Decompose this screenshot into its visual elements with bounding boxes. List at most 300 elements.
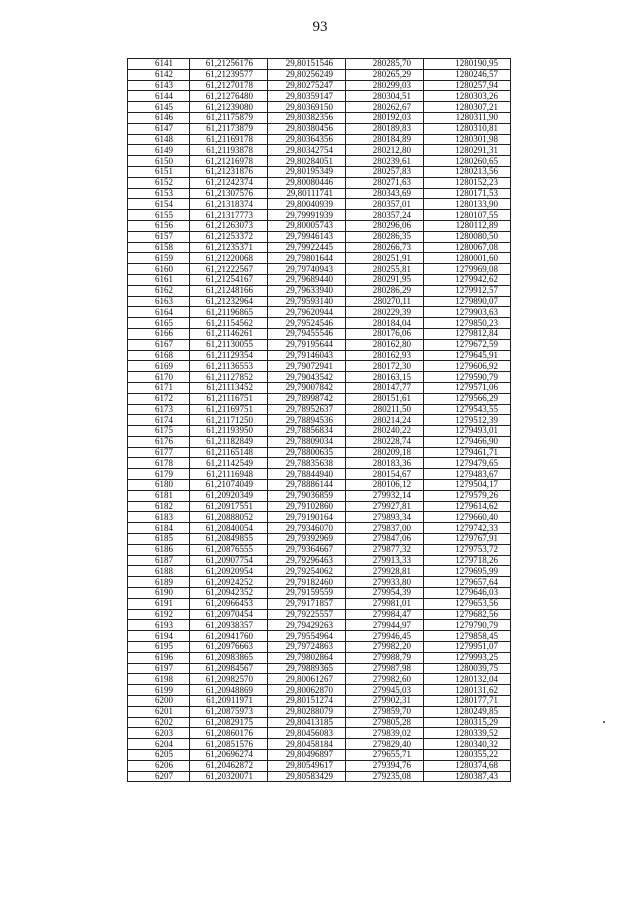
y-coordinate-cell: 1279718,26 — [424, 555, 511, 566]
latitude-cell: 61,21169751 — [190, 404, 268, 415]
table-row — [128, 577, 511, 588]
y-coordinate-cell: 1279461,71 — [424, 447, 511, 458]
x-coordinate-cell: 279982,20 — [346, 642, 424, 653]
y-coordinate-cell: 1279672,59 — [424, 339, 511, 350]
table-row — [128, 177, 511, 188]
longitude-cell: 29,80040939 — [268, 199, 346, 210]
table-row — [128, 404, 511, 415]
latitude-cell: 61,20696274 — [190, 750, 268, 761]
longitude-cell: 29,79922445 — [268, 242, 346, 253]
point-number-cell: 6170 — [128, 372, 190, 383]
table-row — [128, 112, 511, 123]
longitude-cell: 29,79296463 — [268, 555, 346, 566]
table-row — [128, 264, 511, 275]
table-row — [128, 372, 511, 383]
point-number-cell: 6199 — [128, 685, 190, 696]
x-coordinate-cell: 280184,04 — [346, 318, 424, 329]
point-number-cell: 6196 — [128, 652, 190, 663]
longitude-cell: 29,78800635 — [268, 447, 346, 458]
table-row — [128, 469, 511, 480]
y-coordinate-cell: 1279645,91 — [424, 350, 511, 361]
latitude-cell: 61,20966453 — [190, 598, 268, 609]
y-coordinate-cell: 1279858,45 — [424, 631, 511, 642]
table-row — [128, 447, 511, 458]
x-coordinate-cell: 279805,28 — [346, 717, 424, 728]
latitude-cell: 61,21220068 — [190, 253, 268, 264]
x-coordinate-cell: 280262,67 — [346, 102, 424, 113]
x-coordinate-cell: 279933,80 — [346, 577, 424, 588]
y-coordinate-cell: 1280301,98 — [424, 134, 511, 145]
table-row — [128, 609, 511, 620]
x-coordinate-cell: 279829,40 — [346, 739, 424, 750]
point-number-cell: 6159 — [128, 253, 190, 264]
x-coordinate-cell: 279988,79 — [346, 652, 424, 663]
page-number: 93 — [312, 19, 328, 35]
point-number-cell: 6149 — [128, 145, 190, 156]
longitude-cell: 29,78886144 — [268, 480, 346, 491]
y-coordinate-cell: 1279812,84 — [424, 328, 511, 339]
x-coordinate-cell: 280271,63 — [346, 177, 424, 188]
latitude-cell: 61,20982570 — [190, 674, 268, 685]
latitude-cell: 61,21193950 — [190, 426, 268, 437]
point-number-cell: 6144 — [128, 91, 190, 102]
table-row — [128, 685, 511, 696]
table-row — [128, 771, 511, 782]
point-number-cell: 6203 — [128, 728, 190, 739]
y-coordinate-cell: 1279466,90 — [424, 436, 511, 447]
x-coordinate-cell: 280304,51 — [346, 91, 424, 102]
longitude-cell: 29,79346070 — [268, 523, 346, 534]
longitude-cell: 29,80005743 — [268, 220, 346, 231]
point-number-cell: 6168 — [128, 350, 190, 361]
longitude-cell: 29,79171857 — [268, 598, 346, 609]
y-coordinate-cell: 1280039,75 — [424, 663, 511, 674]
point-number-cell: 6141 — [128, 59, 190, 70]
y-coordinate-cell: 1279543,55 — [424, 404, 511, 415]
point-number-cell: 6205 — [128, 750, 190, 761]
point-number-cell: 6179 — [128, 469, 190, 480]
point-number-cell: 6180 — [128, 480, 190, 491]
x-coordinate-cell: 280147,77 — [346, 382, 424, 393]
longitude-cell: 29,80256249 — [268, 69, 346, 80]
longitude-cell: 29,80080446 — [268, 177, 346, 188]
x-coordinate-cell: 280266,73 — [346, 242, 424, 253]
point-number-cell: 6160 — [128, 264, 190, 275]
table-row — [128, 350, 511, 361]
point-number-cell: 6207 — [128, 771, 190, 782]
longitude-cell: 29,79801644 — [268, 253, 346, 264]
y-coordinate-cell: 1279993,25 — [424, 652, 511, 663]
table-row — [128, 102, 511, 113]
latitude-cell: 61,20920349 — [190, 490, 268, 501]
x-coordinate-cell: 280265,29 — [346, 69, 424, 80]
latitude-cell: 61,20924252 — [190, 577, 268, 588]
table-row — [128, 728, 511, 739]
x-coordinate-cell: 280189,83 — [346, 123, 424, 134]
point-number-cell: 6204 — [128, 739, 190, 750]
y-coordinate-cell: 1280249,85 — [424, 706, 511, 717]
latitude-cell: 61,21307576 — [190, 188, 268, 199]
longitude-cell: 29,80151546 — [268, 59, 346, 70]
longitude-cell: 29,80061267 — [268, 674, 346, 685]
y-coordinate-cell: 1279479,65 — [424, 458, 511, 469]
x-coordinate-cell: 280229,39 — [346, 307, 424, 318]
latitude-cell: 61,20976663 — [190, 642, 268, 653]
table-row — [128, 145, 511, 156]
table-row — [128, 91, 511, 102]
point-number-cell: 6151 — [128, 166, 190, 177]
y-coordinate-cell: 1279790,79 — [424, 620, 511, 631]
point-number-cell: 6143 — [128, 80, 190, 91]
x-coordinate-cell: 280183,36 — [346, 458, 424, 469]
table-row — [128, 490, 511, 501]
y-coordinate-cell: 1280340,32 — [424, 739, 511, 750]
longitude-cell: 29,79724863 — [268, 642, 346, 653]
x-coordinate-cell: 279893,34 — [346, 512, 424, 523]
table-row — [128, 717, 511, 728]
x-coordinate-cell: 279902,31 — [346, 696, 424, 707]
x-coordinate-cell: 280239,61 — [346, 156, 424, 167]
point-number-cell: 6174 — [128, 415, 190, 426]
table-row — [128, 544, 511, 555]
table-row — [128, 739, 511, 750]
latitude-cell: 61,21216978 — [190, 156, 268, 167]
latitude-cell: 61,21254167 — [190, 274, 268, 285]
point-number-cell: 6171 — [128, 382, 190, 393]
x-coordinate-cell: 280240,22 — [346, 426, 424, 437]
y-coordinate-cell: 1279571,06 — [424, 382, 511, 393]
longitude-cell: 29,80062870 — [268, 685, 346, 696]
longitude-cell: 29,79633940 — [268, 285, 346, 296]
y-coordinate-cell: 1280131,62 — [424, 685, 511, 696]
x-coordinate-cell: 280228,74 — [346, 436, 424, 447]
point-number-cell: 6189 — [128, 577, 190, 588]
point-number-cell: 6165 — [128, 318, 190, 329]
longitude-cell: 29,79254062 — [268, 566, 346, 577]
x-coordinate-cell: 279984,47 — [346, 609, 424, 620]
longitude-cell: 29,78844940 — [268, 469, 346, 480]
table-row — [128, 188, 511, 199]
point-number-cell: 6161 — [128, 274, 190, 285]
y-coordinate-cell: 1279695,99 — [424, 566, 511, 577]
y-coordinate-cell: 1280387,43 — [424, 771, 511, 782]
y-coordinate-cell: 1279969,08 — [424, 264, 511, 275]
latitude-cell: 61,21165148 — [190, 447, 268, 458]
table-row — [128, 706, 511, 717]
x-coordinate-cell: 280255,81 — [346, 264, 424, 275]
x-coordinate-cell: 280286,29 — [346, 285, 424, 296]
table-row — [128, 555, 511, 566]
y-coordinate-cell: 1280311,90 — [424, 112, 511, 123]
y-coordinate-cell: 1280177,71 — [424, 696, 511, 707]
x-coordinate-cell: 279982,60 — [346, 674, 424, 685]
table-row — [128, 750, 511, 761]
point-number-cell: 6198 — [128, 674, 190, 685]
x-coordinate-cell: 279913,33 — [346, 555, 424, 566]
y-coordinate-cell: 1279579,26 — [424, 490, 511, 501]
y-coordinate-cell: 1279483,67 — [424, 469, 511, 480]
table-row — [128, 339, 511, 350]
latitude-cell: 61,21193878 — [190, 145, 268, 156]
table-row — [128, 328, 511, 339]
longitude-cell: 29,79429263 — [268, 620, 346, 631]
y-coordinate-cell: 1280067,08 — [424, 242, 511, 253]
longitude-cell: 29,79043542 — [268, 372, 346, 383]
point-number-cell: 6201 — [128, 706, 190, 717]
table-row — [128, 415, 511, 426]
y-coordinate-cell: 1279653,56 — [424, 598, 511, 609]
x-coordinate-cell: 280211,50 — [346, 404, 424, 415]
y-coordinate-cell: 1280080,50 — [424, 231, 511, 242]
table-row — [128, 220, 511, 231]
longitude-cell: 29,80111741 — [268, 188, 346, 199]
latitude-cell: 61,21171250 — [190, 415, 268, 426]
latitude-cell: 61,20320071 — [190, 771, 268, 782]
longitude-cell: 29,80288079 — [268, 706, 346, 717]
y-coordinate-cell: 1279512,39 — [424, 415, 511, 426]
y-coordinate-cell: 1280213,56 — [424, 166, 511, 177]
table-row — [128, 458, 511, 469]
table-row — [128, 199, 511, 210]
point-number-cell: 6202 — [128, 717, 190, 728]
table-row — [128, 642, 511, 653]
x-coordinate-cell: 279946,45 — [346, 631, 424, 642]
table-row — [128, 393, 511, 404]
table-row — [128, 566, 511, 577]
point-number-cell: 6184 — [128, 523, 190, 534]
y-coordinate-cell: 1280246,57 — [424, 69, 511, 80]
point-number-cell: 6187 — [128, 555, 190, 566]
x-coordinate-cell: 279945,03 — [346, 685, 424, 696]
point-number-cell: 6188 — [128, 566, 190, 577]
y-coordinate-cell: 1279903,63 — [424, 307, 511, 318]
point-number-cell: 6200 — [128, 696, 190, 707]
latitude-cell: 61,21253372 — [190, 231, 268, 242]
latitude-cell: 61,21130055 — [190, 339, 268, 350]
longitude-cell: 29,78809034 — [268, 436, 346, 447]
y-coordinate-cell: 1280307,21 — [424, 102, 511, 113]
x-coordinate-cell: 280209,18 — [346, 447, 424, 458]
longitude-cell: 29,79554964 — [268, 631, 346, 642]
table-row — [128, 296, 511, 307]
point-number-cell: 6182 — [128, 501, 190, 512]
longitude-cell: 29,79102860 — [268, 501, 346, 512]
x-coordinate-cell: 279235,08 — [346, 771, 424, 782]
point-number-cell: 6195 — [128, 642, 190, 653]
x-coordinate-cell: 280106,12 — [346, 480, 424, 491]
longitude-cell: 29,78952637 — [268, 404, 346, 415]
point-number-cell: 6142 — [128, 69, 190, 80]
x-coordinate-cell: 280291,95 — [346, 274, 424, 285]
y-coordinate-cell: 1280257,94 — [424, 80, 511, 91]
y-coordinate-cell: 1279912,57 — [424, 285, 511, 296]
longitude-cell: 29,79364667 — [268, 544, 346, 555]
x-coordinate-cell: 279877,32 — [346, 544, 424, 555]
x-coordinate-cell: 279987,98 — [346, 663, 424, 674]
x-coordinate-cell: 280163,15 — [346, 372, 424, 383]
longitude-cell: 29,80382356 — [268, 112, 346, 123]
latitude-cell: 61,21256176 — [190, 59, 268, 70]
latitude-cell: 61,21136553 — [190, 361, 268, 372]
latitude-cell: 61,20849855 — [190, 534, 268, 545]
x-coordinate-cell: 280151,61 — [346, 393, 424, 404]
y-coordinate-cell: 1279590,79 — [424, 372, 511, 383]
longitude-cell: 29,79455546 — [268, 328, 346, 339]
latitude-cell: 61,20984567 — [190, 663, 268, 674]
y-coordinate-cell: 1279942,62 — [424, 274, 511, 285]
x-coordinate-cell: 280299,03 — [346, 80, 424, 91]
x-coordinate-cell: 280212,80 — [346, 145, 424, 156]
table-row — [128, 285, 511, 296]
point-number-cell: 6157 — [128, 231, 190, 242]
y-coordinate-cell: 1280310,81 — [424, 123, 511, 134]
longitude-cell: 29,80456083 — [268, 728, 346, 739]
latitude-cell: 61,20970454 — [190, 609, 268, 620]
y-coordinate-cell: 1279493,01 — [424, 426, 511, 437]
point-number-cell: 6150 — [128, 156, 190, 167]
point-number-cell: 6169 — [128, 361, 190, 372]
y-coordinate-cell: 1279767,91 — [424, 534, 511, 545]
x-coordinate-cell: 279839,02 — [346, 728, 424, 739]
x-coordinate-cell: 279954,39 — [346, 588, 424, 599]
point-number-cell: 6192 — [128, 609, 190, 620]
y-coordinate-cell: 1280171,53 — [424, 188, 511, 199]
x-coordinate-cell: 280251,91 — [346, 253, 424, 264]
latitude-cell: 61,21116948 — [190, 469, 268, 480]
y-coordinate-cell: 1279504,17 — [424, 480, 511, 491]
table-row — [128, 318, 511, 329]
longitude-cell: 29,79007842 — [268, 382, 346, 393]
point-number-cell: 6152 — [128, 177, 190, 188]
latitude-cell: 61,20938357 — [190, 620, 268, 631]
table-row — [128, 134, 511, 145]
latitude-cell: 61,21276480 — [190, 91, 268, 102]
latitude-cell: 61,21127852 — [190, 372, 268, 383]
x-coordinate-cell: 279932,14 — [346, 490, 424, 501]
table-row — [128, 166, 511, 177]
longitude-cell: 29,79072941 — [268, 361, 346, 372]
y-coordinate-cell: 1279660,40 — [424, 512, 511, 523]
x-coordinate-cell: 280286,35 — [346, 231, 424, 242]
table-row — [128, 307, 511, 318]
y-coordinate-cell: 1279566,29 — [424, 393, 511, 404]
longitude-cell: 29,79620944 — [268, 307, 346, 318]
x-coordinate-cell: 279981,01 — [346, 598, 424, 609]
longitude-cell: 29,80275247 — [268, 80, 346, 91]
longitude-cell: 29,80458184 — [268, 739, 346, 750]
latitude-cell: 61,21146261 — [190, 328, 268, 339]
point-number-cell: 6148 — [128, 134, 190, 145]
latitude-cell: 61,21270178 — [190, 80, 268, 91]
table-row — [128, 253, 511, 264]
y-coordinate-cell: 1279606,92 — [424, 361, 511, 372]
table-row — [128, 231, 511, 242]
longitude-cell: 29,79740943 — [268, 264, 346, 275]
point-number-cell: 6163 — [128, 296, 190, 307]
latitude-cell: 61,21239577 — [190, 69, 268, 80]
x-coordinate-cell: 279837,00 — [346, 523, 424, 534]
latitude-cell: 61,21142549 — [190, 458, 268, 469]
point-number-cell: 6173 — [128, 404, 190, 415]
longitude-cell: 29,78856834 — [268, 426, 346, 437]
latitude-cell: 61,21222567 — [190, 264, 268, 275]
y-coordinate-cell: 1279742,33 — [424, 523, 511, 534]
latitude-cell: 61,20920954 — [190, 566, 268, 577]
longitude-cell: 29,79146043 — [268, 350, 346, 361]
table-row — [128, 426, 511, 437]
table-row — [128, 760, 511, 771]
table-row — [128, 598, 511, 609]
y-coordinate-cell: 1279850,23 — [424, 318, 511, 329]
x-coordinate-cell: 279655,71 — [346, 750, 424, 761]
y-coordinate-cell: 1280303,26 — [424, 91, 511, 102]
table-row — [128, 696, 511, 707]
table-row — [128, 652, 511, 663]
scan-speck — [603, 721, 605, 723]
latitude-cell: 61,21239080 — [190, 102, 268, 113]
y-coordinate-cell: 1279753,72 — [424, 544, 511, 555]
latitude-cell: 61,20851576 — [190, 739, 268, 750]
y-coordinate-cell: 1280132,04 — [424, 674, 511, 685]
y-coordinate-cell: 1280112,89 — [424, 220, 511, 231]
point-number-cell: 6190 — [128, 588, 190, 599]
point-number-cell: 6178 — [128, 458, 190, 469]
y-coordinate-cell: 1280133,90 — [424, 199, 511, 210]
x-coordinate-cell: 279928,81 — [346, 566, 424, 577]
y-coordinate-cell: 1279890,07 — [424, 296, 511, 307]
y-coordinate-cell: 1280190,95 — [424, 59, 511, 70]
latitude-cell: 61,21116751 — [190, 393, 268, 404]
latitude-cell: 61,21113452 — [190, 382, 268, 393]
table-row — [128, 361, 511, 372]
point-number-cell: 6162 — [128, 285, 190, 296]
coordinates-table-body — [128, 59, 511, 782]
latitude-cell: 61,20829175 — [190, 717, 268, 728]
latitude-cell: 61,21169178 — [190, 134, 268, 145]
point-number-cell: 6177 — [128, 447, 190, 458]
point-number-cell: 6175 — [128, 426, 190, 437]
x-coordinate-cell: 280214,24 — [346, 415, 424, 426]
point-number-cell: 6191 — [128, 598, 190, 609]
latitude-cell: 61,21242374 — [190, 177, 268, 188]
point-number-cell: 6158 — [128, 242, 190, 253]
x-coordinate-cell: 279394,76 — [346, 760, 424, 771]
longitude-cell: 29,79802864 — [268, 652, 346, 663]
table-row — [128, 123, 511, 134]
latitude-cell: 61,20983865 — [190, 652, 268, 663]
longitude-cell: 29,79190164 — [268, 512, 346, 523]
latitude-cell: 61,21263073 — [190, 220, 268, 231]
longitude-cell: 29,79946143 — [268, 231, 346, 242]
table-row — [128, 631, 511, 642]
longitude-cell: 29,79689440 — [268, 274, 346, 285]
longitude-cell: 29,79195644 — [268, 339, 346, 350]
latitude-cell: 61,21196865 — [190, 307, 268, 318]
latitude-cell: 61,20948869 — [190, 685, 268, 696]
point-number-cell: 6146 — [128, 112, 190, 123]
longitude-cell: 29,79889365 — [268, 663, 346, 674]
point-number-cell: 6147 — [128, 123, 190, 134]
table-row — [128, 210, 511, 221]
table-row — [128, 69, 511, 80]
point-number-cell: 6194 — [128, 631, 190, 642]
longitude-cell: 29,79036859 — [268, 490, 346, 501]
x-coordinate-cell: 280270,11 — [346, 296, 424, 307]
point-number-cell: 6185 — [128, 534, 190, 545]
table-row — [128, 663, 511, 674]
longitude-cell: 29,79593140 — [268, 296, 346, 307]
latitude-cell: 61,20917551 — [190, 501, 268, 512]
